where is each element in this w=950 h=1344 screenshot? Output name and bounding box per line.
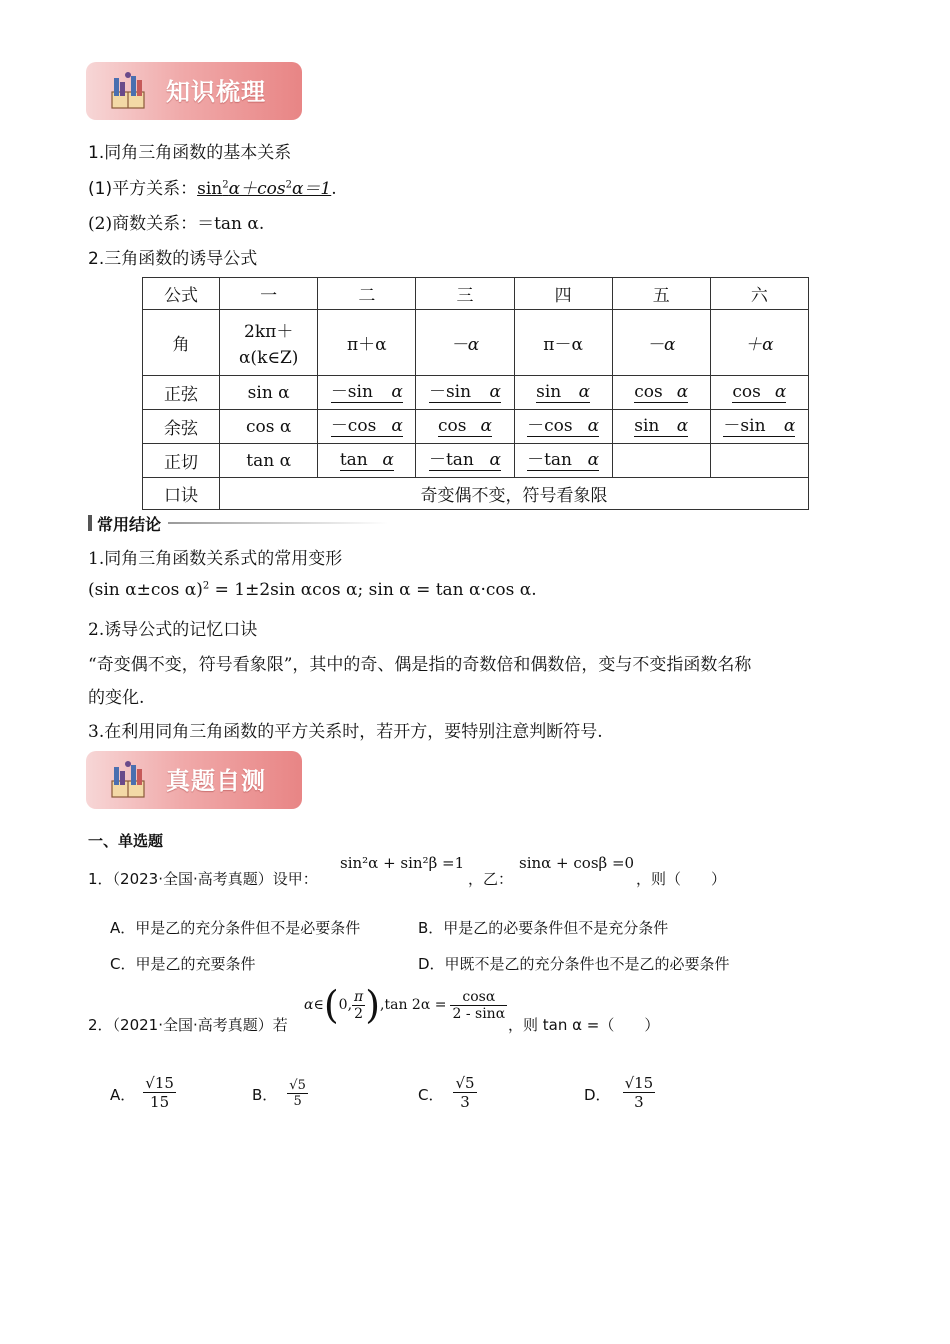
book-icon [108, 759, 148, 801]
q2-option-a[interactable]: A． $\frac{√15}{15}$ [110, 1074, 174, 1111]
q2-option-b[interactable]: B． $\frac{√5}{5}$ [252, 1078, 306, 1109]
heading-induction-formulas: 2.三角函数的诱导公式 [88, 249, 258, 269]
conclusion-line: 1.同角三角函数关系式的常用变形 [88, 549, 343, 569]
question-1: 1．（2023·全国·高考真题）设甲： [88, 870, 318, 888]
book-icon [108, 70, 148, 112]
conclusion-line: 的变化. [88, 688, 145, 708]
table-row: 口诀 奇变偶不变，符号看象限 [143, 478, 809, 510]
section-title: 常用结论 [97, 515, 162, 534]
q2-option-d[interactable]: D． $\frac{√15}{3}$ [584, 1074, 654, 1111]
q2-option-c[interactable]: C． $\frac{√5}{3}$ [418, 1074, 475, 1111]
section-banner-exam [86, 751, 302, 809]
q1-option-c[interactable]: C．甲是乙的充要条件 [110, 955, 256, 973]
common-conclusions-header [88, 512, 388, 534]
quotient-relation: (2)商数关系：＝tan α. [88, 214, 265, 234]
sqrt-icon: √ [624, 1074, 635, 1092]
banner-title: 知识梳理 [166, 78, 266, 106]
table-row: 正弦 sin α －sin α －sin α sin α cos α cos α [143, 376, 809, 410]
heading-basic-relations: 1.同角三角函数的基本关系 [88, 143, 292, 163]
q2-condition: α∈ ( 0, $\frac{\pi}{2}$ ) ,tan 2α = $\frac{\cos\alpha}{2 - \sin\alpha}$ [304, 983, 506, 1027]
conclusion-line: 2.诱导公式的记忆口诀 [88, 620, 258, 640]
section-single-choice: 一、单选题 [88, 832, 164, 850]
conclusion-line: 3.在利用同角三角函数的平方关系时，若开方，要特别注意判断符号. [88, 722, 603, 742]
table-row: 角 2kπ＋ α(k∈Z) π＋α －α π－α －α ＋α [143, 310, 809, 376]
table-row: 正切 tan α tan α －tan α －tan α [143, 444, 809, 478]
q1-mid: ，乙： [468, 870, 514, 888]
square-relation: (1)平方关系：$\sin^2\alpha+\cos^2\alpha=1$. [88, 179, 337, 199]
conclusion-line: “奇变偶不变，符号看象限”，其中的奇、偶是指的奇数倍和偶数倍，变与不变指函数名称 [88, 655, 752, 675]
induction-formula-table [142, 277, 809, 510]
q2-end: ，则 tan α =（ ） [508, 1016, 660, 1034]
table-row: 公式 一 二 三 四 五 六 [143, 278, 809, 310]
sqrt-icon: √ [145, 1074, 155, 1092]
sqrt-icon: √ [455, 1074, 466, 1092]
sqrt-icon: √ [289, 1078, 298, 1093]
question-2: 2．（2021·全国·高考真题）若 [88, 1016, 288, 1034]
banner-title: 真题自测 [166, 767, 266, 795]
q1-option-a[interactable]: A．甲是乙的充分条件但不是必要条件 [110, 919, 361, 937]
q1-condition-yi: sinα + cosβ =0 [519, 854, 635, 872]
section-banner-knowledge [86, 62, 302, 120]
q1-option-b[interactable]: B．甲是乙的必要条件但不是充分条件 [418, 919, 669, 937]
q1-end: ，则（ ） [636, 870, 727, 888]
q1-option-d[interactable]: D．甲既不是乙的充分条件也不是乙的必要条件 [418, 955, 730, 973]
table-row: 余弦 cos α －cos α cos α －cos α sin α －sin α [143, 410, 809, 444]
q1-condition-jia: sin²α + sin²β =1 [340, 854, 465, 872]
conclusion-formula: (sin α±cos α)$^2$ = 1±2sin αcos α; sin α = tan α·cos α. [88, 580, 537, 600]
